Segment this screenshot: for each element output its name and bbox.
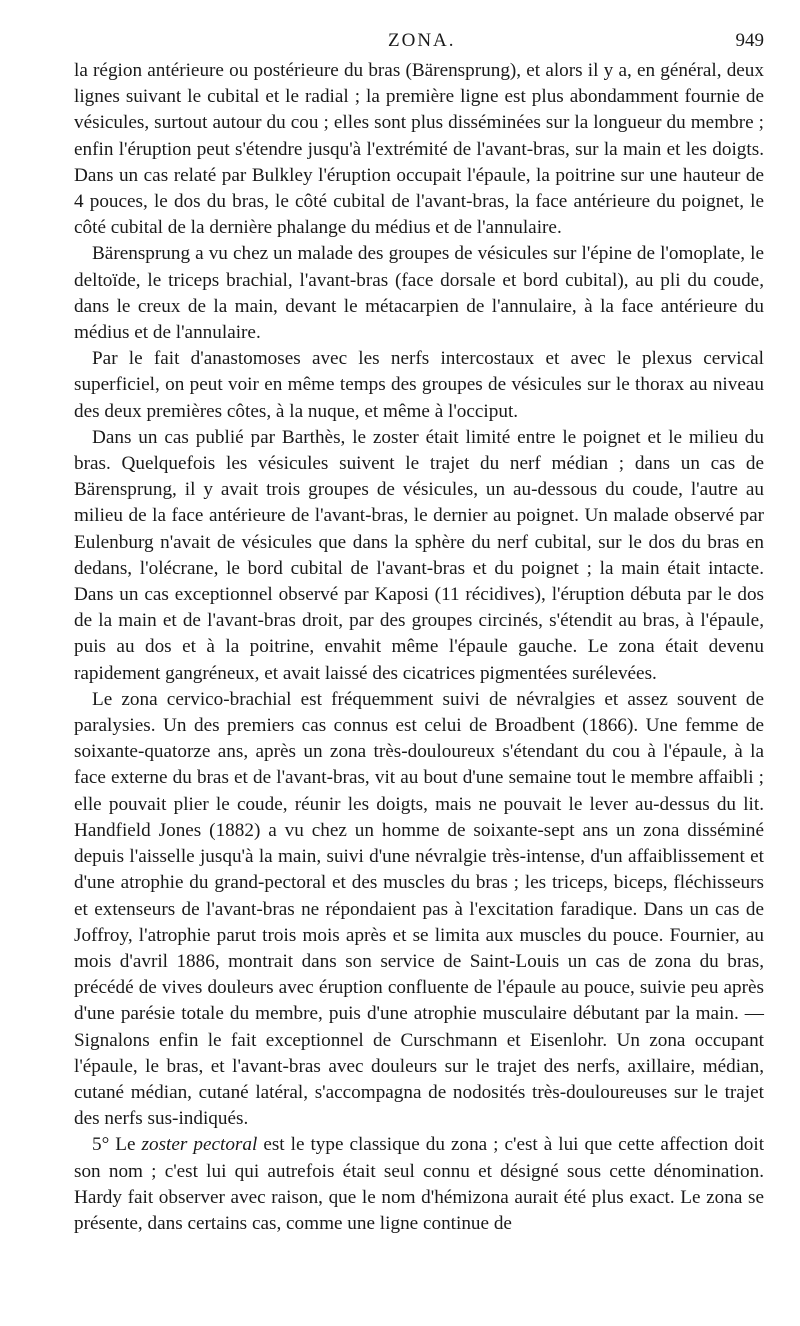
paragraph-3: Par le fait d'anastomoses avec les nerfs intercostaux et avec le plexus cervical superficiel, on peut voir en même temps des groupes de vésicules sur le thorax au niveau des deux premières côtes, à la nuque, et même à l'occiput. <box>74 348 764 422</box>
paragraph-2: Bärensprung a vu chez un malade des groupes de vésicules sur l'épine de l'omoplate, le deltoïde, le triceps brachial, l'avant-bras (face dorsale et bord cubital), au pli du coude, dans le creux de la main, devant le métacarpien de l'annulaire, à la face antérieure du médius et de l'annulaire. <box>74 243 764 344</box>
body-text <box>74 58 764 1237</box>
emphasized-term: zoster pectoral <box>141 1134 258 1156</box>
paragraph-4: Dans un cas publié par Barthès, le zoster était limité entre le poignet et le milieu du bras. Quelquefois les vésicules suivent le trajet du nerf médian ; dans un cas de Bärensprung, il y avait trois groupes de vésicules, un au-dessous du coude, l'autre au milieu de la face antérieure de l'avant-bras, le dernier au poignet. Un malade observé par Eulenburg n'avait de vésicules que dans la sphère du nerf cubital, sur le dos du bras en dedans, l'olécrane, le bord cubital de l'avant-bras et du poignet ; la main était intacte. Dans un cas exceptionnel observé par Kaposi (11 récidives), l'éruption débuta par le dos de la main et de l'avant-bras droit, par des groupes circinés, s'étendit au bras, à l'épaule, puis au dos et à la poitrine, envahit même l'épaule gauche. Le zona était devenu rapidement gangréneux, et avait laissé des cicatrices pigmentées surélevées. <box>74 426 764 684</box>
paragraph-1: la région antérieure ou postérieure du bras (Bärensprung), et alors il y a, en général, deux lignes suivant le cubital et le radial ; la première ligne est plus abondamment fournie de vésicules, surtout autour du cou ; elles sont plus disséminées sur la longueur du membre ; enfin l'éruption peut s'étendre jusqu'à l'extrémité de l'avant-bras, sur la main et les doigts. Dans un cas relaté par Bulkley l'éruption occupait l'épaule, la poitrine sur une hauteur de 4 pouces, le dos du bras, le côté cubital de l'avant-bras, la face antérieure du poignet, le côté cubital de la dernière phalange du médius et de l'annulaire. <box>74 60 764 239</box>
running-title: ZONA. <box>388 30 456 51</box>
page-number: 949 <box>735 30 764 51</box>
paragraph-5: Le zona cervico-brachial est fréquemment suivi de névralgies et assez souvent de paralysies. Un des premiers cas connus est celui de Broadbent (1866). Une femme de soixante-quatorze ans, après un zona très-douloureux s'étendant du cou à l'épaule, à la face externe du bras et de l'avant-bras, vit au bout d'une semaine tout le membre affaibli ; elle pouvait plier le coude, réunir les doigts, mais ne pouvait le lever au-dessus du lit. Handfield Jones (1882) a vu chez un homme de soixante-sept ans un zona disséminé depuis l'aisselle jusqu'à la main, suivi d'une névralgie très-intense, d'un affaiblissement et d'une atrophie du grand-pectoral et des muscles du bras ; les triceps, biceps, fléchisseurs et extenseurs de l'avant-bras ne répondaient pas à l'excitation faradique. Dans un cas de Joffroy, l'atrophie parut trois mois après et se limita aux muscles du pouce. Fournier, au mois d'avril 1886, montrait dans son service de Saint-Louis un cas de zona du bras, précédé de vives douleurs avec éruption confluente de l'épaule au pouce, suivie peu après d'une parésie totale du membre, puis d'une atrophie musculaire débutant par la main. — Signalons enfin le fait exceptionnel de Curschmann et Eisenlohr. Un zona occupant l'épaule, le bras, et l'avant-bras avec douleurs sur le trajet des nerfs, axillaire, médian, cutané médian, cutané latéral, s'accompagna de nodosités très-douloureuses sur le trajet des nerfs sus-indiqués. <box>74 688 764 1130</box>
paragraph-6-lead: Le <box>115 1134 136 1156</box>
section-number: 5° <box>92 1134 110 1156</box>
paragraph-6-text: est le type classique du zona ; c'est à lui que cette affection doit son nom ; c'est lui qui autrefois était seul connu et désigné sous cette dénomination. Hardy fait observer avec raison, que le nom d'hémizona aurait été plus exact. Le zona se présente, dans certains cas, comme une ligne continue de <box>74 1134 765 1234</box>
running-header <box>74 22 764 52</box>
paragraph-6 <box>74 1132 764 1237</box>
